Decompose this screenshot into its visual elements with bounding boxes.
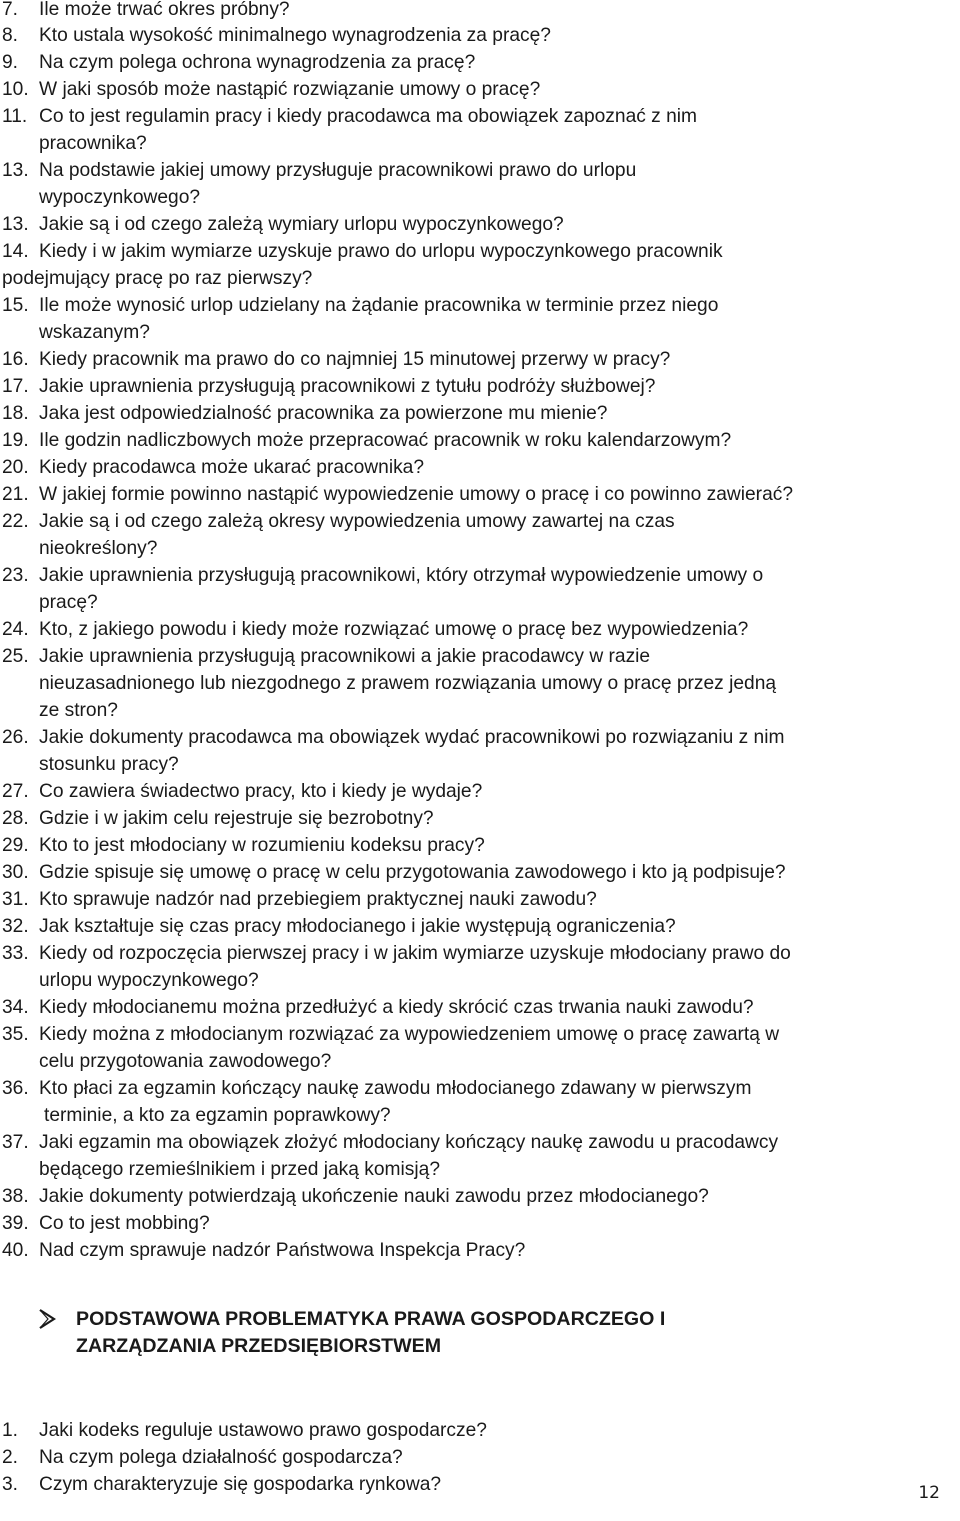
question-text-continuation: nieokreślony? bbox=[39, 538, 158, 559]
question-number: 24. bbox=[2, 619, 29, 640]
question-number: 14. bbox=[2, 241, 29, 262]
question-number: 33. bbox=[2, 943, 29, 964]
question-text: Kiedy młodocianemu można przedłużyć a kiedy skrócić czas trwania nauki zawodu? bbox=[39, 997, 754, 1018]
question-text: Na podstawie jakiej umowy przysługuje pracownikowi prawo do urlopu bbox=[39, 160, 637, 181]
question-text: Jakie uprawnienia przysługują pracownikowi a jakie pracodawcy w razie bbox=[39, 646, 651, 667]
page-number: 12 bbox=[918, 1483, 940, 1503]
question-text: Kiedy pracownik ma prawo do co najmniej 15 minutowej przerwy w pracy? bbox=[39, 349, 671, 370]
question-number: 13. bbox=[2, 160, 29, 181]
question-number: 28. bbox=[2, 808, 29, 829]
question-number: 1. bbox=[2, 1420, 19, 1441]
section-heading-line-2: ZARZĄDZANIA PRZEDSIĘBIORSTWEM bbox=[76, 1335, 442, 1357]
question-text-continuation: urlopu wypoczynkowego? bbox=[39, 970, 259, 991]
question-number: 38. bbox=[2, 1186, 29, 1207]
question-text: Jakie są i od czego zależą wymiary urlopu wypoczynkowego? bbox=[39, 214, 564, 235]
question-text-continuation: podejmujący pracę po raz pierwszy? bbox=[2, 268, 313, 289]
question-number: 39. bbox=[2, 1213, 29, 1234]
question-text: Jakie są i od czego zależą okresy wypowiedzenia umowy zawartej na czas bbox=[39, 511, 675, 532]
question-number: 8. bbox=[2, 25, 19, 46]
section-heading bbox=[0, 1306, 960, 1366]
question-text: Jaka jest odpowiedzialność pracownika za powierzone mu mienie? bbox=[39, 403, 608, 424]
question-number: 10. bbox=[2, 79, 29, 100]
question-text-continuation: wskazanym? bbox=[39, 322, 150, 343]
question-number: 37. bbox=[2, 1132, 29, 1153]
question-text: Ile godzin nadliczbowych może przepracować pracownik w roku kalendarzowym? bbox=[39, 430, 732, 451]
question-number: 16. bbox=[2, 349, 29, 370]
question-text: W jakiej formie powinno nastąpić wypowiedzenie umowy o pracę i co powinno zawierać? bbox=[39, 484, 794, 505]
question-text: Gdzie spisuje się umowę o pracę w celu przygotowania zawodowego i kto ją podpisuje? bbox=[39, 862, 786, 883]
question-text: Kto płaci za egzamin kończący naukę zawodu młodocianego zdawany w pierwszym bbox=[39, 1078, 752, 1099]
question-number: 25. bbox=[2, 646, 29, 667]
question-text: Co to jest mobbing? bbox=[39, 1213, 210, 1234]
question-text: Jaki kodeks reguluje ustawowo prawo gospodarcze? bbox=[39, 1420, 487, 1441]
question-text-continuation: celu przygotowania zawodowego? bbox=[39, 1051, 332, 1072]
question-number: 7. bbox=[2, 0, 19, 20]
question-number: 30. bbox=[2, 862, 29, 883]
question-text: Co to jest regulamin pracy i kiedy pracodawca ma obowiązek zapoznać z nim bbox=[39, 106, 698, 127]
question-text: Na czym polega działalność gospodarcza? bbox=[39, 1447, 403, 1468]
question-text: Ile może trwać okres próbny? bbox=[39, 0, 290, 20]
question-number: 2. bbox=[2, 1447, 19, 1468]
question-number: 22. bbox=[2, 511, 29, 532]
question-number: 20. bbox=[2, 457, 29, 478]
question-text: Czym charakteryzuje się gospodarka rynkowa? bbox=[39, 1474, 442, 1495]
question-text: Jakie uprawnienia przysługują pracownikowi z tytułu podróży służbowej? bbox=[39, 376, 656, 397]
question-number: 18. bbox=[2, 403, 29, 424]
question-number: 9. bbox=[2, 52, 19, 73]
question-number: 34. bbox=[2, 997, 29, 1018]
question-text: Jakie dokumenty potwierdzają ukończenie nauki zawodu przez młodocianego? bbox=[39, 1186, 709, 1207]
question-number: 29. bbox=[2, 835, 29, 856]
question-text-continuation: stosunku pracy? bbox=[39, 754, 179, 775]
question-text: Jakie uprawnienia przysługują pracownikowi, który otrzymał wypowiedzenie umowy o bbox=[39, 565, 764, 586]
question-text: Kiedy i w jakim wymiarze uzyskuje prawo do urlopu wypoczynkowego pracownik bbox=[39, 241, 723, 262]
section-heading-line-1: PODSTAWOWA PROBLEMATYKA PRAWA GOSPODARCZEGO I bbox=[76, 1308, 666, 1330]
question-number: 17. bbox=[2, 376, 29, 397]
question-number: 13. bbox=[2, 214, 29, 235]
question-text: Na czym polega ochrona wynagrodzenia za pracę? bbox=[39, 52, 476, 73]
question-text: Ile może wynosić urlop udzielany na żądanie pracownika w terminie przez niego bbox=[39, 295, 719, 316]
question-text: Kiedy pracodawca może ukarać pracownika? bbox=[39, 457, 425, 478]
question-number: 19. bbox=[2, 430, 29, 451]
question-number: 32. bbox=[2, 916, 29, 937]
question-text-continuation: będącego rzemieślnikiem i przed jaką komisją? bbox=[39, 1159, 440, 1180]
question-text: Jakie dokumenty pracodawca ma obowiązek wydać pracownikowi po rozwiązaniu z nim bbox=[39, 727, 785, 748]
question-number: 3. bbox=[2, 1474, 19, 1495]
question-text: W jaki sposób może nastąpić rozwiązanie umowy o pracę? bbox=[39, 79, 541, 100]
question-text-continuation: pracę? bbox=[39, 592, 98, 613]
question-text: Jak kształtuje się czas pracy młodocianego i jakie występują ograniczenia? bbox=[39, 916, 676, 937]
question-text-continuation: pracownika? bbox=[39, 133, 147, 154]
question-number: 15. bbox=[2, 295, 29, 316]
question-text: Kto sprawuje nadzór nad przebiegiem praktycznej nauki zawodu? bbox=[39, 889, 597, 910]
question-text: Jaki egzamin ma obowiązek złożyć młodociany kończący naukę zawodu u pracodawcy bbox=[39, 1132, 779, 1153]
question-number: 23. bbox=[2, 565, 29, 586]
question-text: Kto, z jakiego powodu i kiedy może rozwiązać umowę o pracę bez wypowiedzenia? bbox=[39, 619, 749, 640]
question-number: 27. bbox=[2, 781, 29, 802]
question-number: 21. bbox=[2, 484, 29, 505]
question-text: Kto ustala wysokość minimalnego wynagrodzenia za pracę? bbox=[39, 25, 551, 46]
question-text-continuation: wypoczynkowego? bbox=[39, 187, 201, 208]
question-number: 36. bbox=[2, 1078, 29, 1099]
question-number: 35. bbox=[2, 1024, 29, 1045]
question-text-continuation: ze stron? bbox=[39, 700, 118, 721]
question-text: Gdzie i w jakim celu rejestruje się bezrobotny? bbox=[39, 808, 434, 829]
question-text: Kto to jest młodociany w rozumieniu kodeksu pracy? bbox=[39, 835, 485, 856]
question-text: Kiedy od rozpoczęcia pierwszej pracy i w jakim wymiarze uzyskuje młodociany prawo do bbox=[39, 943, 791, 964]
question-text-continuation: nieuzasadnionego lub niezgodnego z prawem rozwiązania umowy o pracę przez jedną bbox=[39, 673, 777, 694]
question-number: 26. bbox=[2, 727, 29, 748]
question-text: Nad czym sprawuje nadzór Państwowa Inspekcja Pracy? bbox=[39, 1240, 526, 1261]
arrow-bullet-icon bbox=[38, 1308, 56, 1330]
question-text: Kiedy można z młodocianym rozwiązać za wypowiedzeniem umowę o pracę zawartą w bbox=[39, 1024, 780, 1045]
question-text: Co zawiera świadectwo pracy, kto i kiedy je wydaje? bbox=[39, 781, 483, 802]
question-number: 31. bbox=[2, 889, 29, 910]
question-number: 11. bbox=[2, 106, 28, 127]
question-text-continuation: terminie, a kto za egzamin poprawkowy? bbox=[44, 1105, 391, 1126]
question-number: 40. bbox=[2, 1240, 29, 1261]
